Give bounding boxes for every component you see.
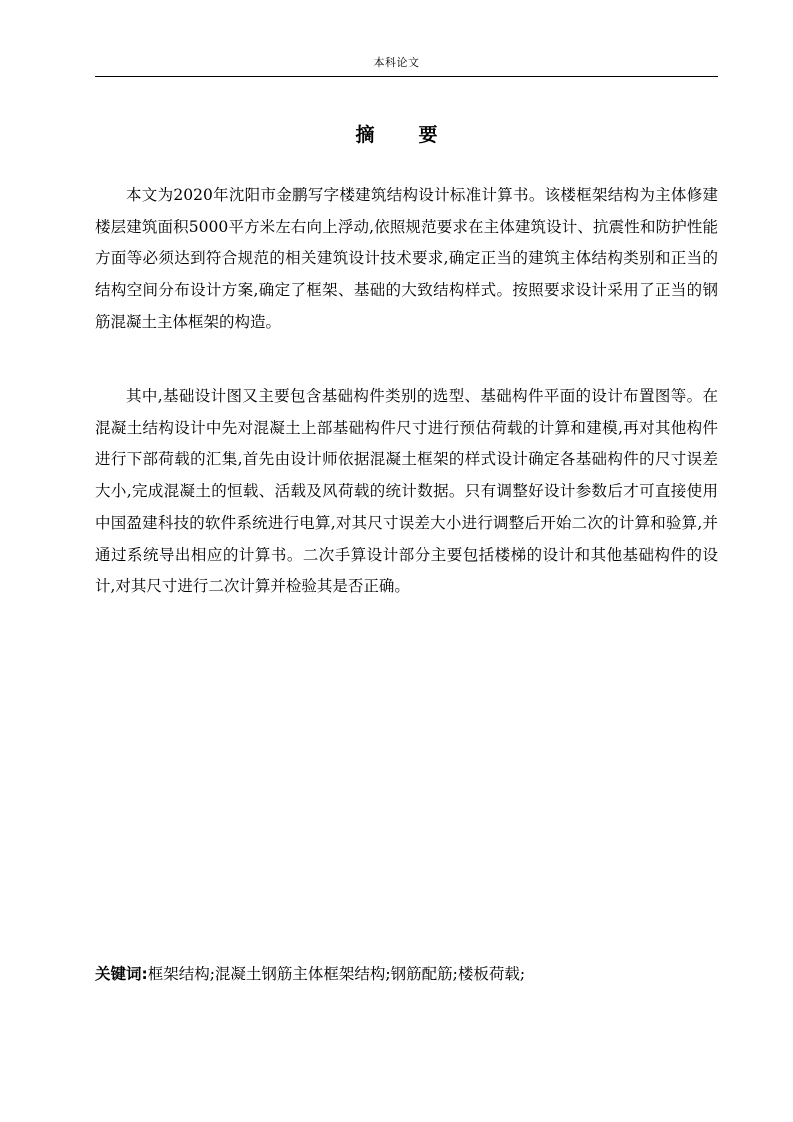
abstract-title: 摘要 <box>355 124 482 146</box>
running-header: 本科论文 <box>373 56 420 69</box>
header-rule <box>95 76 718 77</box>
abstract-paragraph-2: 其中,基础设计图又主要包含基础构件类别的选型、基础构件平面的设计布置图等。在混凝土结构设计中先对混凝土上部基础构件尺寸进行预估荷载的计算和建模,再对其他构件进行下部荷载的汇集,首先由设计师依据混凝土框架的样式设计确定各基础构件的尺寸误差大小,完成混凝土的恒载、活载及风荷载的统计数据。只有调整好设计参数后才可直接使用中国盈建科技的软件系统进行电算,对其尺寸误差大小进行调整后开始二次的计算和验算,并通过系统导出相应的计算书。二次手算设计部分主要包括楼梯的设计和其他基础构件的设计,对其尺寸进行二次计算并检验其是否正确。 <box>95 387 718 596</box>
keywords-label: 关键词: <box>95 965 148 983</box>
keywords-line <box>95 962 718 986</box>
abstract-paragraph-1: 本文为2020年沈阳市金鹏写字楼建筑结构设计标准计算书。该楼框架结构为主体修建楼层建筑面积5000平方米左右向上浮动,依照规范要求在主体建筑设计、抗震性和防护性能方面等必须达到符合规范的相关建筑设计技术要求,确定正当的建筑主体结构类别和正当的结构空间分布设计方案,确定了框架、基础的大致结构样式。按照要求设计采用了正当的钢筋混凝土主体框架的构造。 <box>95 186 718 331</box>
keywords-text: 框架结构;混凝土钢筋主体框架结构;钢筋配筋;楼板荷载; <box>147 965 526 983</box>
